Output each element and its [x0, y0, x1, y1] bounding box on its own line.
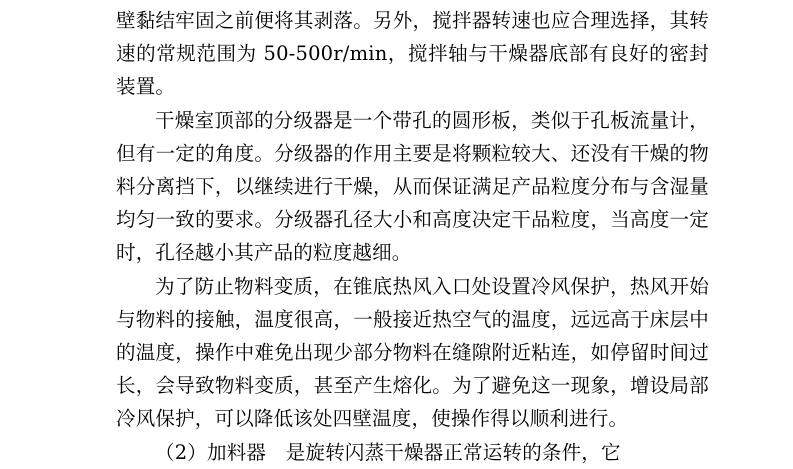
paragraph-1: 壁黏结牢固之前便将其剥落。另外，搅拌器转速也应合理选择，其转速的常规范围为 50-500r/min，搅拌轴与干燥器底部有良好的密封装置。 [116, 9, 709, 99]
document-body [116, 4, 709, 469]
paragraph-4: （2）加料器 是旋转闪蒸干燥器正常运转的条件，它 [155, 440, 621, 464]
paragraph-3: 为了防止物料变质，在锥底热风入口处设置冷风保护，热风开始与物料的接触，温度很高，一般接近热空气的温度，远远高于床层中的温度，操作中难免出现少部分物料在缝隙附近粘连，如停留时间过长，会导致物料变质，甚至产生熔化。为了避免这一现象，增设局部冷风保护，可以降低该处四壁温度，使操作得以顺利进行。 [116, 274, 709, 431]
paragraph-2: 干燥室顶部的分级器是一个带孔的圆形板，类似于孔板流量计，但有一定的角度。分级器的作用主要是将颗粒较大、还没有干燥的物料分离挡下，以继续进行干燥，从而保证满足产品粒度分布与含湿量均匀一致的要求。分级器孔径大小和高度决定干品粒度，当高度一定时，孔径越小其产品的粒度越细。 [116, 108, 709, 265]
